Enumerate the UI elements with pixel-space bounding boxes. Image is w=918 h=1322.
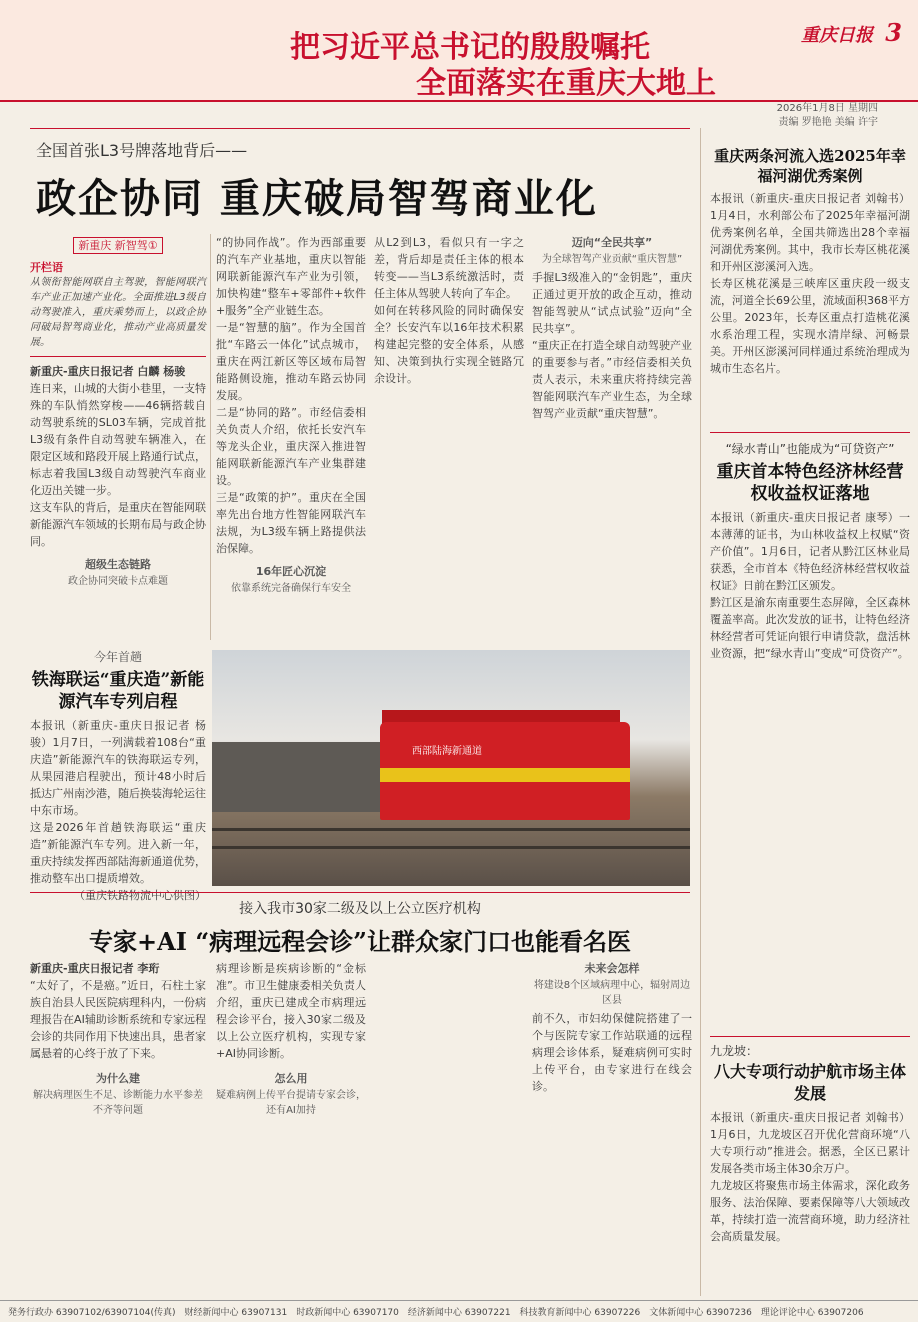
- main-para-2: 这支车队的背后，是重庆在智能网联新能源汽车领域的长期布局与政企协同。: [30, 501, 206, 548]
- ai-story-head: [30, 898, 690, 957]
- ai-subhead-2b: 疑难病例上传平台提请专家会诊，还有AI加持: [216, 1090, 366, 1116]
- editor-note-label: 开栏语: [30, 261, 63, 274]
- ai-top-rule: [30, 892, 690, 893]
- ai-subhead-3b: 将建设8个区域病理中心，辐射周边区县: [533, 980, 691, 1006]
- ai-para-2: 病理诊断是疾病诊断的“金标准”。市卫生健康委相关负责人介绍，重庆已建成全市病理远程会诊平台，接入30家二级及以上公立医疗机构，实现专家+AI协同诊断。: [216, 962, 366, 1060]
- page-number: 3: [885, 18, 902, 47]
- main-para-7: 从L2到L3，看似只有一字之差，背后却是责任主体的根本转变——当L3系统激活时，责任主体从驾驶人转向了车企。: [374, 236, 524, 300]
- sidebar-divider: [700, 128, 701, 1296]
- issue-meta: [777, 102, 878, 130]
- page-banner: [0, 0, 918, 102]
- side2-byline: 本报讯（新重庆-重庆日报记者 康琴）一本薄薄的证书，为山林收益权上权赋“资产价值”。1月6日，记者从黔江区林业局获悉，全市首本《特色经济林经营权收益权证》日前在黔江区颁发。: [710, 511, 910, 592]
- main-para-8: 如何在转移风险的同时确保安全？长安汽车以16年技术积累构建起完整的安全体系，从感知、决策到执行实现全链路冗余设计。: [374, 304, 524, 385]
- editor-note: 从领衔智能网联自主驾驶，智能网联汽车产业正加速产业化。全面推进L3级自动驾驶准入，重庆乘势而上，以政企协同破局智驾商业化，推动产业高质量发展。: [30, 277, 206, 348]
- main-story: [36, 138, 676, 224]
- main-col-4: [532, 234, 692, 422]
- ai-kicker: 接入我市30家二级及以上公立医疗机构: [239, 901, 481, 917]
- main-top-rule: [30, 128, 690, 129]
- ai-subhead-1b: 解决病理医生不足、诊断能力水平参差不齐等问题: [33, 1090, 203, 1116]
- main-para-4: 一是“智慧的脑”。作为全国首批“车路云一体化”试点城市，重庆在两江新区等区域布局智能路侧设施，推动车路云协同发展。: [216, 321, 366, 402]
- locomotive-stripe: [380, 768, 630, 782]
- banner-line-1: 把习近平总书记的殷殷嘱托: [290, 30, 650, 65]
- train-credit: （重庆铁路物流中心供图）: [74, 889, 206, 902]
- locomotive-banner: 西部陆海新通道: [412, 746, 482, 757]
- ai-subhead-3: 未来会怎样: [584, 962, 640, 975]
- train-headline: 铁海联运“重庆造”新能源汽车专列启程: [31, 670, 205, 712]
- side-rule: [710, 1036, 910, 1037]
- main-byline: 新重庆-重庆日报记者 白麟 杨骏: [30, 365, 186, 378]
- main-headline: 政企协同 重庆破局智驾商业化: [36, 175, 598, 222]
- page-footer: [0, 1300, 918, 1321]
- main-col-1: [30, 234, 206, 587]
- main-para-6: 三是“政策的护”。重庆在全国率先出台地方性智能网联汽车法规，为L3级车辆上路提供法治保障。: [216, 491, 366, 555]
- side2-headline: 重庆首本特色经济林经营权收益权证落地: [716, 462, 904, 504]
- ai-byline: 新重庆-重庆日报记者 李珩: [30, 962, 160, 975]
- rail-track: [212, 828, 690, 831]
- column-divider: [210, 234, 211, 640]
- train-para: 这是2026年首趟铁海联运“重庆造”新能源汽车专列。进入新一年，重庆持续发挥西部陆海新通道优势，推动整车出口提质增效。: [30, 821, 206, 885]
- train-photo: [212, 650, 690, 886]
- issue-editors: 责编 罗艳艳 美编 许宇: [778, 117, 878, 128]
- banner-line-2: 全面落实在重庆大地上: [416, 66, 716, 101]
- main-subhead-3b: 为全球智驾产业贡献“重庆智慧”: [541, 254, 683, 265]
- main-kicker: 全国首张L3号牌落地背后——: [36, 141, 248, 160]
- freight-cars: [212, 742, 382, 812]
- side-story-1: [710, 146, 910, 377]
- issue-date: 2026年1月8日 星期四: [776, 103, 878, 114]
- side3-byline: 本报讯（新重庆-重庆日报记者 刘翰书）1月6日，九龙坡区召开优化营商环境“八大专项行动”推进会。据悉，全区已累计发展各类市场主体30余万户。: [710, 1111, 910, 1175]
- side2-kicker: “绿水青山”也能成为“可贷资产”: [725, 442, 895, 456]
- main-para-5: 二是“协同的路”。市经信委相关负责人介绍，依托长安汽车等龙头企业，重庆深入推进智能网联新能源汽车产业集群建设。: [216, 406, 366, 487]
- side-rule: [710, 432, 910, 433]
- side-story-3: [710, 1042, 910, 1245]
- side3-headline: 八大专项行动护航市场主体发展: [713, 1062, 906, 1103]
- ai-col-4: [532, 960, 692, 1095]
- main-para-9: 手握L3级准入的“金钥匙”，重庆正通过更开放的政企互动，推动智能驾驶从“试点试验”迈向“全民共享”。: [532, 271, 692, 335]
- main-para-1: 连日来，山城的大街小巷里，一支特殊的车队悄然穿梭——46辆搭载自动驾驶系统的SL03车辆，完成首批L3级有条件自动驾驶车辆准入，在限定区域和路段开展上路通行试点，标志着我国L3级自动驾驶汽车商业化迈出关键一步。: [30, 382, 206, 497]
- main-col-2: [216, 234, 366, 594]
- main-subhead-1: 超级生态链路: [85, 558, 151, 571]
- side-story-2: [710, 440, 910, 662]
- train-kicker: 今年首趟: [93, 650, 142, 664]
- footer-contacts: 発务行政办 63907102/63907104(传真) 财经新闻中心 63907131 时政新闻中心 63907170 经济新闻中心 63907221 科技教育新闻中心 63907226 文体新闻中心 63907236 理论评论中心 63907206: [8, 1308, 864, 1318]
- side1-headline: 重庆两条河流入选2025年幸福河湖优秀案例: [714, 147, 906, 185]
- ai-col-1: [30, 960, 206, 1116]
- train-story: [30, 648, 206, 904]
- ai-headline: 专家+AI “病理远程会诊”让群众家门口也能看名医: [89, 927, 631, 956]
- side1-para: 长寿区桃花溪是三峡库区重庆段一级支流，河道全长69公里，流域面积368平方公里。2023年，长寿区重点打造桃花溪水系治理工程，实现水清岸绿、河畅景美。开州区澎溪河同样通过系统治理成为城市生态名片。: [710, 277, 910, 375]
- main-subhead-2b: 依靠系统完备确保行车安全: [231, 583, 351, 594]
- main-subhead-2: 16年匠心沉淀: [255, 565, 327, 578]
- brand-name: 重庆日报: [801, 25, 874, 46]
- side3-kicker: 九龙坡：: [710, 1044, 759, 1058]
- side2-para: 黔江区是渝东南重要生态屏障，全区森林覆盖率高。此次发放的证书，让特色经济林经营者可凭证向银行申请贷款，盘活林业资源，把“绿水青山”变成“可贷资产”。: [710, 596, 910, 660]
- main-para-3: “的协同作战”。作为西部重要的汽车产业基地，重庆以智能网联新能源汽车产业为引领，加快构建“整车+零部件+软件+服务”全产业链生态。: [216, 236, 366, 317]
- main-col-3: [374, 234, 524, 387]
- ai-col-2: [216, 960, 366, 1116]
- rail-track: [212, 846, 690, 849]
- side1-byline: 本报讯（新重庆-重庆日报记者 刘翰书）1月4日，水利部公布了2025年幸福河湖优秀案例名单，全国共筛选出28个幸福河湖优秀案例。其中，我市长寿区桃花溪和开州区澎溪河入选。: [710, 192, 910, 273]
- main-para-10: “重庆正在打造全球自动驾驶产业的重要参与者。”市经信委相关负责人表示，未来重庆将持续完善智能网联汽车产业生态，为全球智驾产业贡献“重庆智慧”。: [532, 339, 692, 420]
- train-byline: 本报讯（新重庆-重庆日报记者 杨骏）1月7日，一列满载着108台“重庆造”新能源汽车的铁海联运专列，从果园港启程驶出，预计48小时后抵达广州南沙港，随后换装海轮运往中东市场。: [30, 719, 206, 817]
- ai-subhead-2: 怎么用: [274, 1072, 308, 1085]
- newspaper-brand: [801, 18, 902, 47]
- side3-para: 九龙坡区将聚焦市场主体需求，深化政务服务、法治保障、要素保障等八大领域改革，持续打造一流营商环境，助力经济社会高质量发展。: [710, 1179, 910, 1243]
- series-tag: 新重庆 新智驾①: [73, 237, 162, 254]
- ai-para-1: “太好了，不是癌。”近日，石柱土家族自治县人民医院病理科内，一份病理报告在AI辅助诊断系统和专家远程会诊的共同作用下快速出具，患者家属悬着的心终于放了下来。: [30, 979, 206, 1060]
- ai-para-3: 前不久，市妇幼保健院搭建了一个与医院专家工作站联通的远程病理会诊体系，疑难病例可实时上传平台，由专家进行在线会诊。: [532, 1012, 692, 1093]
- ai-subhead-1: 为什么建: [96, 1072, 140, 1085]
- main-subhead-1b: 政企协同突破卡点难题: [68, 576, 168, 587]
- main-subhead-3: 迈向“全民共享”: [571, 236, 653, 249]
